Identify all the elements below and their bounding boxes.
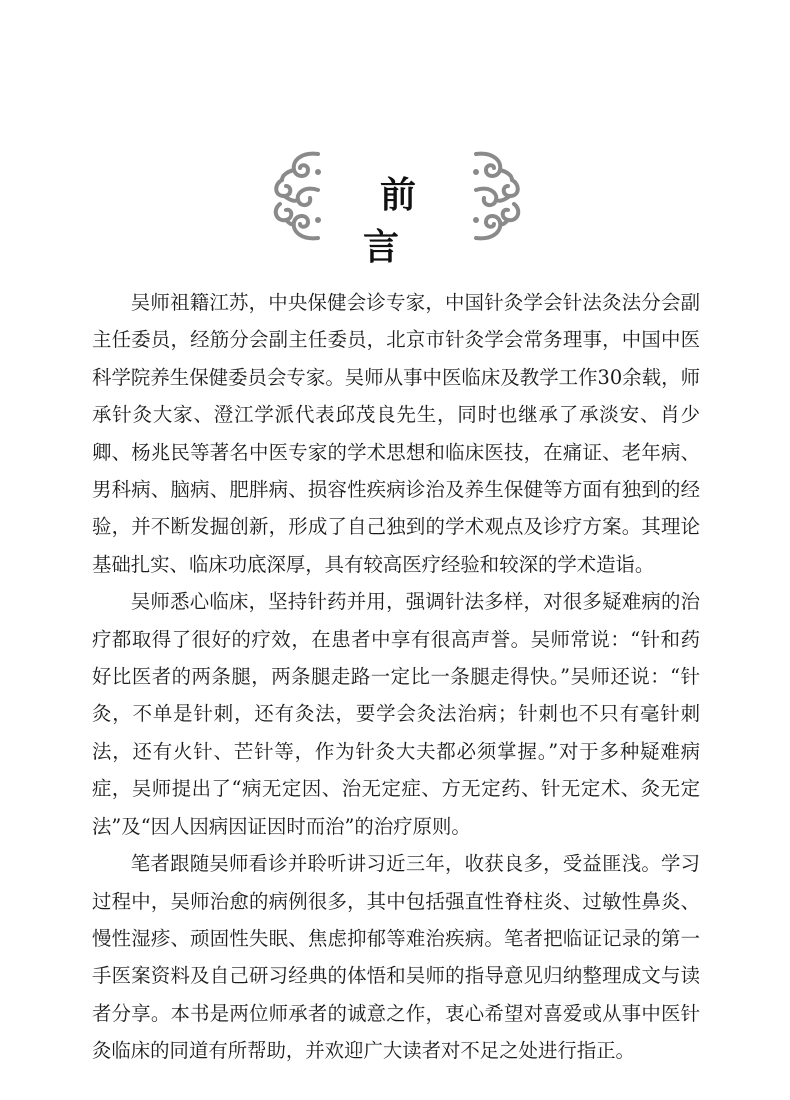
page-title: 前 言 [362, 175, 450, 268]
cloud-scroll-ornament-left-icon [272, 150, 328, 242]
paragraph-2: 吴师悉心临床，坚持针药并用，强调针法多样，对很多疑难病的治疗都取得了很好的疗效，在患者中享有很高声誉。吴师常说：“针和药好比医者的两条腿，两条腿走路一定比一条腿走得快。”吴师还说：“针灸，不单是针刺，还有灸法，要学会灸法治病；针刺也不只有毫针刺法，还有火针、芒针等，作为针灸大夫都必须掌握。”对于多种疑难病症，吴师提出了“病无定因、治无定症、方无定药、针无定术、灸无定法”及“因人因病因证因时而治”的治疗原则。 [92, 590, 700, 838]
paragraph-3: 笔者跟随吴师看诊并聆听讲习近三年，收获良多，受益匪浅。学习过程中，吴师治愈的病例很多，其中包括强直性脊柱炎、过敏性鼻炎、慢性湿疹、顽固性失眠、焦虑抑郁等难治疾病。笔者把临证记录的第一手医案资料及自己研习经典的体悟和吴师的指导意见归纳整理成文与读者分享。本书是两位师承者的诚意之作，衷心希望对喜爱或从事中医针灸临床的同道有所帮助，并欢迎广大读者对不足之处进行指正。 [92, 852, 700, 1063]
cloud-scroll-ornament-right-icon [466, 150, 522, 242]
paragraph-1: 吴师祖籍江苏，中央保健会诊专家，中国针灸学会针法灸法分会副主任委员，经筋分会副主任委员，北京市针灸学会常务理事，中国中医科学院养生保健委员会专家。吴师从事中医临床及教学工作30余载，师承针灸大家、澄江学派代表邱茂良先生，同时也继承了承淡安、肖少卿、杨兆民等著名中医专家的学术思想和临床医技，在痛证、老年病、男科病、脑病、肥胖病、损容性疾病诊治及养生保健等方面有独到的经验，并不断发掘创新，形成了自己独到的学术观点及诊疗方案。其理论基础扎实、临床功底深厚，具有较高医疗经验和较深的学术造诣。 [92, 291, 700, 576]
preface-header [0, 150, 790, 268]
preface-body [92, 284, 700, 1070]
